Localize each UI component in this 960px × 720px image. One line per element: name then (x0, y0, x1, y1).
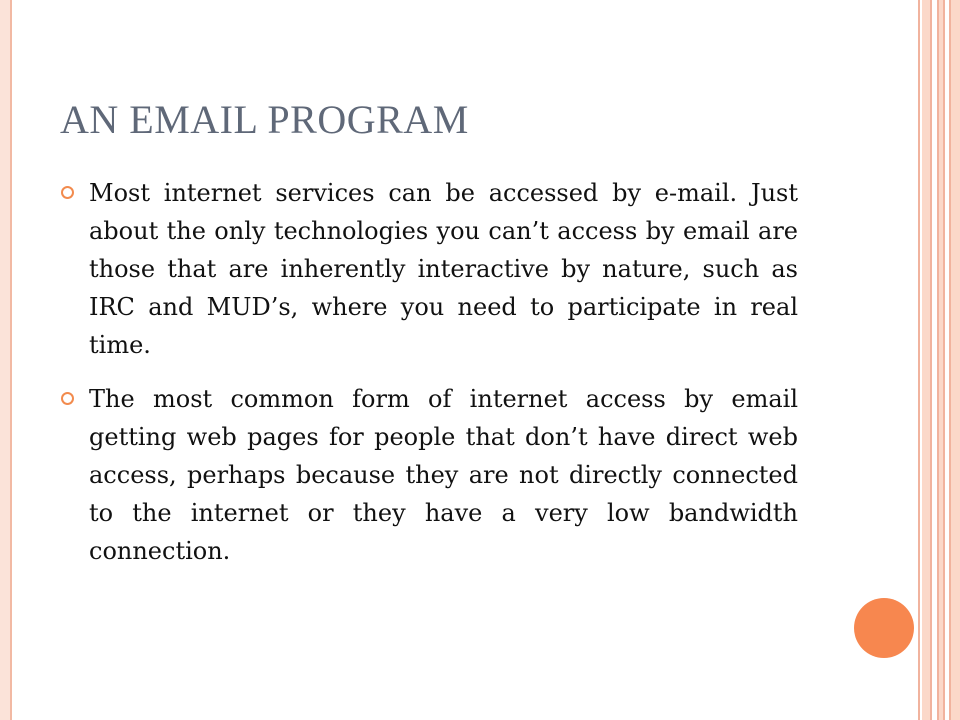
stripe (937, 0, 945, 720)
bullet-ring-icon (61, 392, 74, 405)
left-frame-border (0, 0, 12, 720)
slide-title: AN EMAIL PROGRAM (60, 97, 469, 142)
right-frame-stripes (918, 0, 960, 720)
bullet-item (60, 380, 798, 570)
bullet-list (60, 174, 798, 586)
stripe (949, 0, 960, 720)
bullet-ring-icon (61, 186, 74, 199)
bullet-text: The most common form of internet access by email getting web pages for people that don’t have direct web access, perhaps because they are not directly connected to the internet or they have a very low bandwidth connection. (89, 385, 798, 565)
bullet-item (60, 174, 798, 364)
bullet-text: Most internet services can be accessed by e-mail. Just about the only technologies you can’t access by email are those that are inherently interactive by nature, such as IRC and MUD’s, where you need to participate in real time. (89, 179, 798, 359)
stripe (922, 0, 932, 720)
decorative-circle (854, 598, 914, 658)
